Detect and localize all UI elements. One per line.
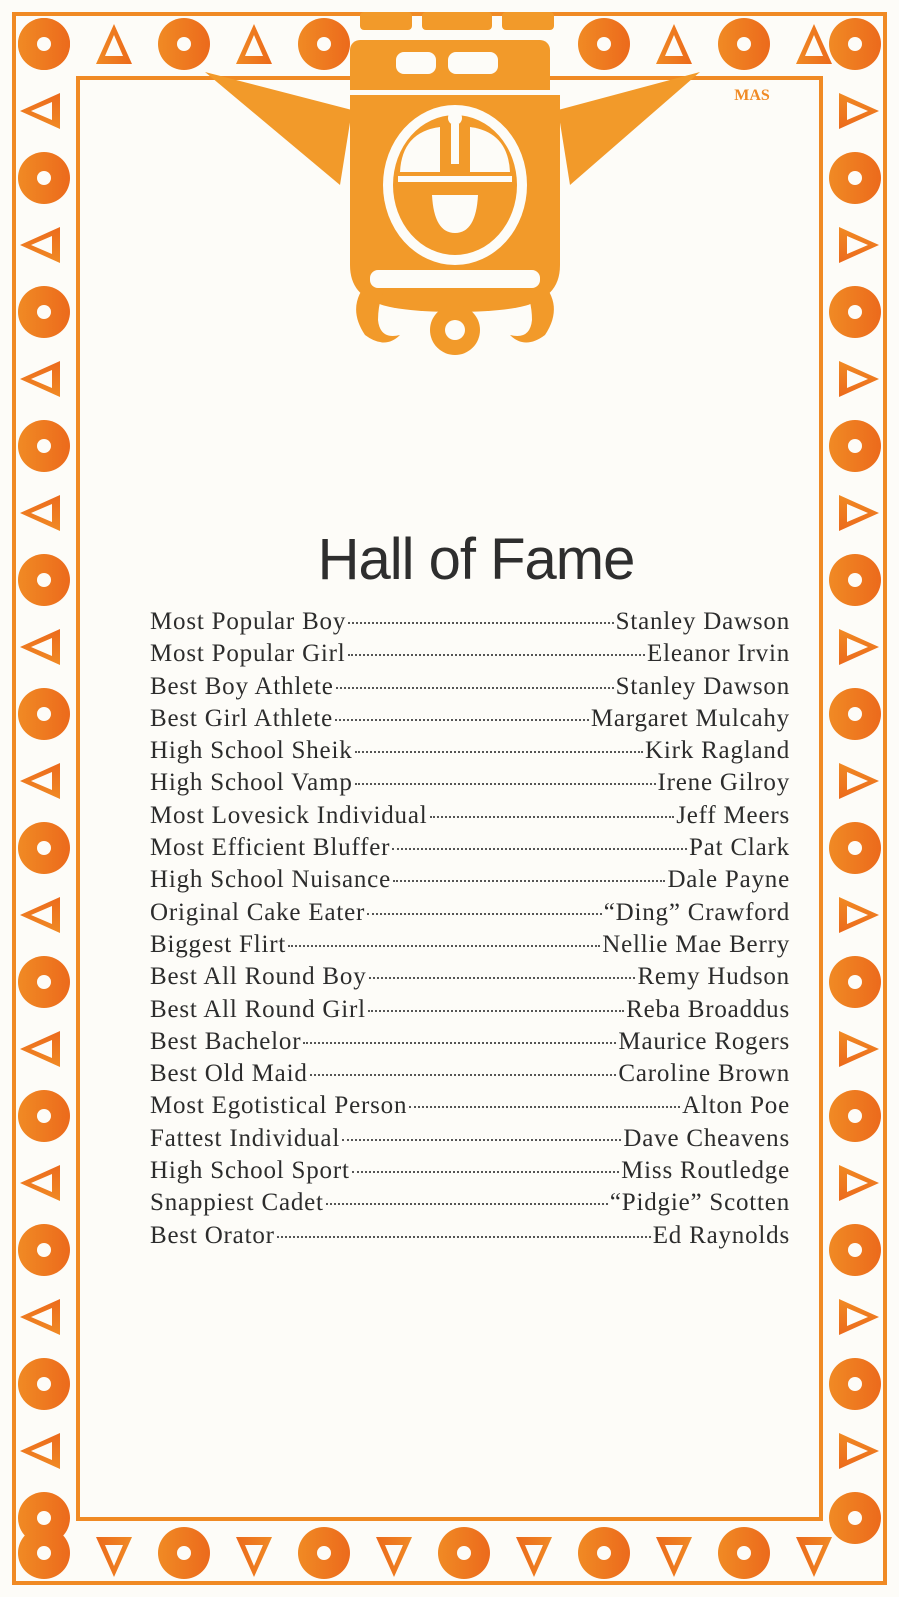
triangle-ornament	[20, 495, 60, 531]
award-row	[150, 737, 790, 769]
award-winner: Caroline Brown	[618, 1060, 790, 1088]
ring-hole	[597, 37, 611, 51]
dot-leader	[303, 1042, 616, 1044]
triangle-ornament	[796, 1537, 832, 1577]
ring-hole	[37, 1546, 51, 1560]
triangle-ornament	[656, 1537, 692, 1577]
award-category: Most Lovesick Individual	[150, 801, 428, 829]
award-winner: “Pidgie” Scotten	[609, 1189, 790, 1217]
triangle-ornament	[839, 93, 879, 129]
triangle-ornament	[20, 1165, 60, 1201]
award-winner: Reba Broaddus	[626, 995, 790, 1023]
award-row	[150, 899, 790, 931]
triangle-ornament	[839, 227, 879, 263]
award-category: High School Vamp	[150, 769, 353, 797]
artist-monogram: MAS	[734, 87, 770, 104]
dot-leader	[393, 880, 665, 882]
triangle-ornament	[20, 1433, 60, 1469]
triangle-ornament	[839, 763, 879, 799]
award-row	[150, 705, 790, 737]
award-winner: Kirk Ragland	[645, 737, 790, 765]
award-row	[150, 608, 790, 640]
award-category: Best Orator	[150, 1221, 275, 1249]
triangle-ornament	[20, 227, 60, 263]
award-row	[150, 963, 790, 995]
award-winner: Maurice Rogers	[618, 1027, 790, 1055]
ring-hole	[848, 975, 862, 989]
triangle-ornament	[839, 1031, 879, 1067]
ring-hole	[457, 1546, 471, 1560]
award-row	[150, 866, 790, 898]
dot-leader	[409, 1106, 680, 1108]
dot-leader	[355, 751, 644, 753]
award-row	[150, 802, 790, 834]
award-category: Best Bachelor	[150, 1027, 302, 1055]
ring-hole	[177, 1546, 191, 1560]
dot-leader	[392, 848, 687, 850]
triangle-ornament	[656, 24, 692, 64]
award-row	[150, 673, 790, 705]
triangle-ornament	[839, 897, 879, 933]
award-winner: Dave Cheavens	[623, 1124, 790, 1152]
ring-hole	[737, 1546, 751, 1560]
triangle-ornament	[839, 1165, 879, 1201]
triangle-ornament	[20, 897, 60, 933]
dot-leader	[348, 654, 645, 656]
triangle-ornament	[20, 1031, 60, 1067]
award-category: Best All Round Boy	[150, 963, 367, 991]
award-winner: Miss Routledge	[621, 1157, 790, 1185]
triangle-ornament	[20, 763, 60, 799]
award-winner: Alton Poe	[682, 1092, 790, 1120]
ring-hole	[848, 439, 862, 453]
dot-leader	[368, 1010, 624, 1012]
ring-hole	[848, 37, 862, 51]
ring-hole	[317, 37, 331, 51]
award-row	[150, 769, 790, 801]
ring-hole	[37, 975, 51, 989]
triangle-ornament	[96, 1537, 132, 1577]
triangle-ornament	[516, 1537, 552, 1577]
dot-leader	[335, 719, 589, 721]
award-category: Best Girl Athlete	[150, 704, 334, 732]
award-row	[150, 996, 790, 1028]
ring-hole	[848, 1243, 862, 1257]
ring-hole	[37, 305, 51, 319]
dot-leader	[430, 816, 675, 818]
ring-hole	[37, 573, 51, 587]
award-row	[150, 1222, 790, 1254]
award-winner: Nellie Mae Berry	[602, 930, 790, 958]
ring-hole	[848, 305, 862, 319]
ring-hole	[37, 1511, 51, 1525]
dot-leader	[326, 1203, 608, 1205]
award-winner: Irene Gilroy	[657, 769, 790, 797]
award-row	[150, 1092, 790, 1124]
award-winner: Stanley Dawson	[615, 608, 790, 635]
award-winner: Jeff Meers	[676, 801, 790, 829]
award-winner: Remy Hudson	[637, 963, 790, 991]
ring-hole	[177, 37, 191, 51]
triangle-ornament	[839, 495, 879, 531]
award-category: High School Sport	[150, 1157, 350, 1185]
award-category: Most Popular Girl	[150, 640, 346, 668]
award-category: Snappiest Cadet	[150, 1189, 324, 1217]
award-category: Fattest Individual	[150, 1124, 341, 1152]
award-category: Best Boy Athlete	[150, 672, 334, 700]
ring-hole	[848, 1377, 862, 1391]
award-winner: “Ding” Crawford	[603, 898, 790, 926]
ring-hole	[737, 37, 751, 51]
award-category: Biggest Flirt	[150, 930, 287, 958]
ring-hole	[37, 1109, 51, 1123]
ring-hole	[597, 1546, 611, 1560]
main-content	[150, 520, 790, 1254]
award-category: Most Efficient Bluffer	[150, 834, 391, 862]
triangle-ornament	[20, 93, 60, 129]
triangle-ornament	[20, 361, 60, 397]
award-category: Best Old Maid	[150, 1060, 308, 1088]
dot-leader	[342, 1139, 621, 1141]
award-category: High School Nuisance	[150, 866, 391, 894]
award-row	[150, 640, 790, 672]
award-category: Most Popular Boy	[150, 608, 347, 635]
page-title: Hall of Fame	[317, 527, 635, 592]
ring-hole	[848, 841, 862, 855]
award-winner: Eleanor Irvin	[647, 640, 790, 668]
dot-leader	[367, 913, 602, 915]
award-category: Most Egotistical Person	[150, 1092, 408, 1120]
ring-hole	[37, 439, 51, 453]
ring-hole	[848, 573, 862, 587]
dot-leader	[277, 1236, 651, 1238]
dot-leader	[352, 1171, 619, 1173]
dot-leader	[310, 1074, 617, 1076]
triangle-ornament	[376, 1537, 412, 1577]
ring-hole	[37, 841, 51, 855]
ring-hole	[37, 37, 51, 51]
award-winner: Ed Raynolds	[652, 1221, 790, 1249]
triangle-ornament	[839, 1299, 879, 1335]
ring-hole	[37, 171, 51, 185]
triangle-ornament	[20, 629, 60, 665]
award-winner: Dale Payne	[667, 866, 790, 894]
award-row	[150, 1157, 790, 1189]
triangle-ornament	[796, 24, 832, 64]
award-row	[150, 834, 790, 866]
triangle-ornament	[236, 24, 272, 64]
award-winner: Stanley Dawson	[615, 672, 790, 700]
dot-leader	[288, 945, 600, 947]
dot-leader	[348, 622, 613, 624]
triangle-ornament	[839, 629, 879, 665]
dot-leader	[355, 783, 656, 785]
ring-hole	[848, 171, 862, 185]
ring-hole	[37, 707, 51, 721]
award-category: Original Cake Eater	[150, 898, 366, 926]
triangle-ornament	[96, 24, 132, 64]
ring-hole	[317, 1546, 331, 1560]
dot-leader	[369, 977, 636, 979]
award-row	[150, 931, 790, 963]
ring-hole	[848, 1109, 862, 1123]
triangle-ornament	[839, 361, 879, 397]
award-row	[150, 1189, 790, 1221]
award-row	[150, 1028, 790, 1060]
triangle-ornament	[236, 1537, 272, 1577]
award-category: High School Sheik	[150, 737, 353, 765]
triangle-ornament	[20, 1299, 60, 1335]
ring-hole	[848, 1511, 862, 1525]
ring-hole	[848, 707, 862, 721]
award-row	[150, 1060, 790, 1092]
award-winner: Margaret Mulcahy	[590, 704, 790, 732]
dot-leader	[336, 687, 614, 689]
award-category: Best All Round Girl	[150, 995, 366, 1023]
award-list	[150, 608, 790, 1254]
ring-hole	[37, 1243, 51, 1257]
award-row	[150, 1125, 790, 1157]
award-winner: Pat Clark	[689, 834, 790, 862]
triangle-ornament	[839, 1433, 879, 1469]
ring-hole	[37, 1377, 51, 1391]
